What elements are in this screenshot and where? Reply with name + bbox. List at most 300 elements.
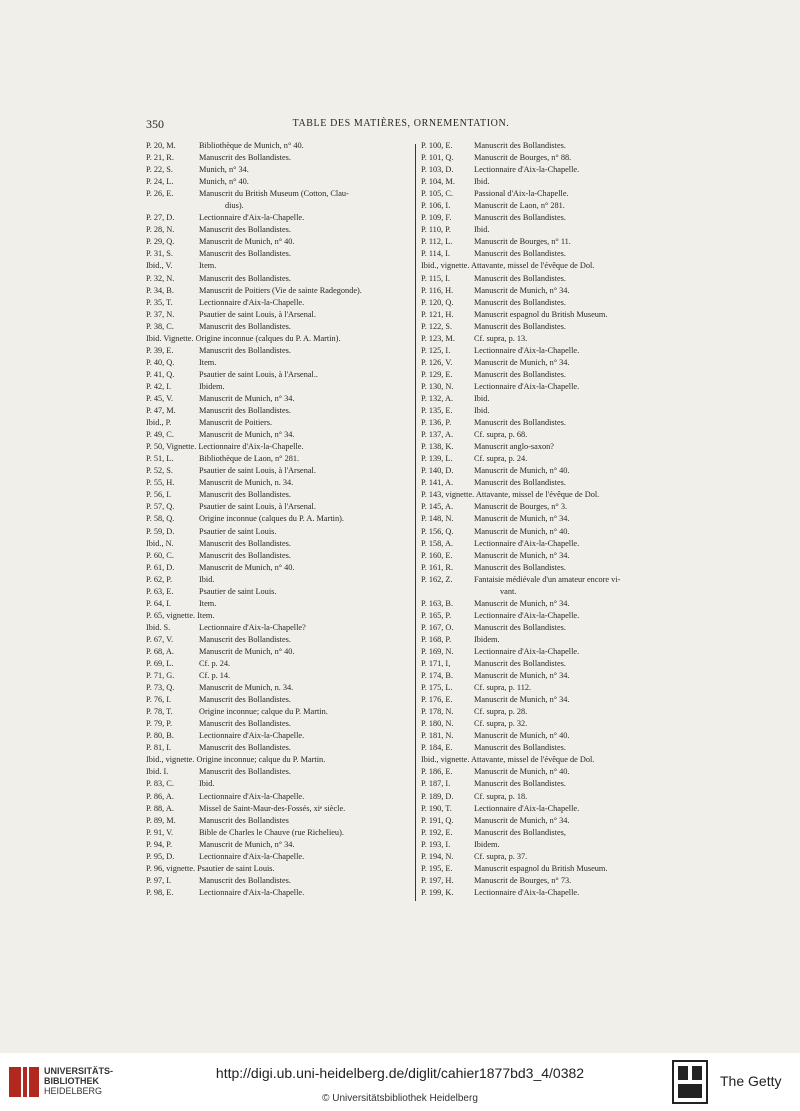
- index-entry: [421, 513, 669, 525]
- index-entry: [146, 453, 411, 465]
- entry-reference: P. 168, P.: [421, 634, 452, 644]
- index-entry: [421, 188, 669, 200]
- entry-reference: P. 97, I.: [146, 875, 172, 885]
- index-entry: [146, 140, 411, 152]
- entry-description: Fantaisie médiévale d'un amateur encore vi-: [474, 574, 621, 584]
- source-url[interactable]: http://digi.ub.uni-heidelberg.de/diglit/cahier1877bd3_4/0382: [215, 1065, 585, 1081]
- index-entry: [421, 730, 669, 742]
- entry-reference: P. 116, H.: [421, 285, 454, 295]
- entry-reference: P. 58, Q.: [146, 514, 175, 524]
- entry-description: Psautier de saint Louis.: [199, 526, 277, 536]
- entry-description: Ibid.: [474, 393, 490, 403]
- entry-reference: P. 191, Q.: [421, 815, 454, 825]
- entry-reference: P. 31, S.: [146, 249, 173, 259]
- entry-description: Cf. p. 24.: [199, 659, 231, 669]
- entry-reference: P. 136, P.: [421, 418, 452, 428]
- entry-description: Munich, n° 34.: [199, 165, 249, 175]
- index-entry: [146, 682, 411, 694]
- index-entry: [421, 803, 669, 815]
- entry-reference: P. 163, B.: [421, 598, 454, 608]
- column-divider: [415, 144, 416, 901]
- index-entry: [146, 791, 411, 803]
- entry-description: Manuscrit de Munich, n. 34.: [199, 478, 294, 488]
- entry-description: Ibidem.: [474, 634, 500, 644]
- entry-reference: P. 69, L.: [146, 659, 174, 669]
- index-entry: [146, 381, 411, 393]
- entry-description: Manuscrit des Bollandistes.: [474, 297, 566, 307]
- entry-reference: P. 192, E.: [421, 827, 453, 837]
- index-entry: [421, 465, 669, 477]
- entry-description: Manuscrit de Munich, n° 34.: [474, 550, 570, 560]
- entry-reference: P. 78, T.: [146, 707, 173, 717]
- index-entry: [146, 803, 411, 815]
- entry-reference: P. 22, S.: [146, 165, 173, 175]
- entry-description: Manuscrit de Bourges, n° 11.: [474, 237, 571, 247]
- entry-reference: [421, 586, 474, 598]
- entry-description: Missel de Saint-Maur-des-Fossés, xiᵉ siècle.: [199, 803, 346, 813]
- entry-description: Manuscrit des Bollandistes: [199, 815, 289, 825]
- entry-reference: P. 112, L.: [421, 237, 453, 247]
- entry-reference: P. 32, N.: [146, 273, 175, 283]
- index-entry: [421, 682, 669, 694]
- entry-description: Psautier de saint Louis, à l'Arsenal.: [199, 309, 316, 319]
- entry-description: Cf. supra, p. 68.: [474, 430, 528, 440]
- entry-description: Manuscrit espagnol du British Museum.: [474, 309, 608, 319]
- entry-description: Manuscrit de Munich, n° 34.: [474, 598, 570, 608]
- index-entry: [421, 405, 669, 417]
- entry-reference: P. 38, C.: [146, 321, 174, 331]
- index-entry: [146, 188, 411, 200]
- entry-description: Lectionnaire d'Aix-la-Chapelle.: [199, 887, 305, 897]
- entry-reference: P. 109, F.: [421, 213, 452, 223]
- entry-reference: P. 129, E.: [421, 369, 453, 379]
- entry-description: Manuscrit des Bollandistes.: [474, 249, 566, 259]
- entry-description: Ibid.: [199, 574, 215, 584]
- entry-description: Manuscrit de Munich, n° 40.: [474, 466, 570, 476]
- entry-reference: P. 34, B.: [146, 285, 174, 295]
- index-entry: [421, 441, 669, 453]
- entry-reference: P. 98, E.: [146, 887, 174, 897]
- entry-reference: Ibid., V.: [146, 261, 173, 271]
- index-entry: [146, 586, 411, 598]
- entry-reference: P. 125, I.: [421, 345, 451, 355]
- entry-description: Manuscrit du British Museum (Cotton, Clau-: [199, 189, 349, 199]
- entry-description: Manuscrit des Bollandistes.: [199, 345, 291, 355]
- index-entry: [146, 248, 411, 260]
- index-entry: [421, 634, 669, 646]
- entry-description: Lectionnaire d'Aix-la-Chapelle.: [474, 646, 580, 656]
- entry-description: Manuscrit des Bollandistes.: [199, 767, 291, 777]
- index-entry: [146, 815, 411, 827]
- index-entry: [421, 766, 669, 778]
- index-entry: [146, 489, 411, 501]
- entry-description: Manuscrit des Bollandistes.: [199, 719, 291, 729]
- entry-reference: P. 52, S.: [146, 466, 173, 476]
- entry-description: Manuscrit des Bollandistes.: [199, 153, 291, 163]
- index-entry: [421, 333, 669, 345]
- entry-reference: P. 47, M.: [146, 406, 176, 416]
- entry-reference: P. 186, E.: [421, 767, 453, 777]
- index-entry: [146, 405, 411, 417]
- entry-reference: P. 139, L.: [421, 454, 453, 464]
- entry-reference: P. 41, Q.: [146, 369, 175, 379]
- entry-reference: P. 160, E.: [421, 550, 453, 560]
- index-entry: [421, 670, 669, 682]
- entry-description: Origine inconnue (calques du P. A. Martin).: [199, 514, 344, 524]
- index-entry: [421, 369, 669, 381]
- index-entry: [421, 778, 669, 790]
- entry-description: Bibliothèque de Laon, n° 281.: [199, 454, 300, 464]
- entry-reference: P. 80, B.: [146, 731, 174, 741]
- entry-reference: P. 126, V.: [421, 357, 453, 367]
- entry-description: Psautier de saint Louis, à l'Arsenal.: [199, 502, 316, 512]
- entry-description: Lectionnaire d'Aix-la-Chapelle?: [199, 622, 306, 632]
- page-title: TABLE DES MATIÈRES, ORNEMENTATION.: [292, 118, 510, 129]
- entry-description: Ibid.: [474, 406, 490, 416]
- index-entry: [421, 152, 669, 164]
- index-column-right: [421, 140, 669, 899]
- index-entry: [421, 598, 669, 610]
- entry-description: Manuscrit des Bollandistes.: [474, 562, 566, 572]
- index-entry: [146, 152, 411, 164]
- index-entry: [421, 357, 669, 369]
- entry-description: Cf. supra, p. 112.: [474, 683, 532, 693]
- index-entry: [421, 164, 669, 176]
- index-entry: [146, 622, 411, 634]
- index-entry: [146, 441, 411, 453]
- entry-reference: P. 158, A.: [421, 538, 454, 548]
- entry-reference: P. 57, Q.: [146, 502, 175, 512]
- entry-description: Manuscrit de Munich, n° 40.: [199, 562, 295, 572]
- entry-reference: P. 115, I.: [421, 273, 450, 283]
- entry-description: Manuscrit des Bollandistes.: [199, 273, 291, 283]
- index-entry: [146, 754, 411, 766]
- entry-description: Manuscrit des Bollandistes.: [199, 743, 291, 753]
- entry-reference: P. 121, H.: [421, 309, 454, 319]
- entry-reference: Ibid. I.: [146, 767, 169, 777]
- entry-description: Ibidem.: [474, 839, 500, 849]
- index-entry: [146, 863, 411, 875]
- index-entry: [146, 513, 411, 525]
- entry-reference: P. 197, H.: [421, 875, 454, 885]
- entry-description: Psautier de saint Louis.: [199, 586, 277, 596]
- index-entry: [146, 562, 411, 574]
- index-entry: [146, 212, 411, 224]
- entry-description: dius).: [225, 201, 244, 211]
- entry-reference: P. 169, N.: [421, 646, 454, 656]
- index-entry: [421, 887, 669, 899]
- index-entry: [146, 646, 411, 658]
- index-entry: [146, 839, 411, 851]
- index-entry: [146, 297, 411, 309]
- index-entry: [146, 526, 411, 538]
- entry-reference: P. 51, L.: [146, 454, 174, 464]
- index-entry: [421, 453, 669, 465]
- entry-description: vant.: [500, 586, 517, 596]
- index-entry: [421, 309, 669, 321]
- entry-reference: Ibid., N.: [146, 538, 174, 548]
- entry-description: Manuscrit des Bollandistes.: [199, 490, 291, 500]
- index-entry: [421, 417, 669, 429]
- entry-reference: P. 29, Q.: [146, 237, 175, 247]
- entry-description: Ibidem.: [199, 381, 225, 391]
- entry-description: P. 96, vignette. Psautier de saint Louis.: [146, 863, 275, 873]
- entry-description: Lectionnaire d'Aix-la-Chapelle.: [474, 887, 580, 897]
- index-entry: [421, 176, 669, 188]
- index-entry: [421, 501, 669, 513]
- entry-description: Manuscrit des Bollandistes.: [474, 213, 566, 223]
- index-entry: [421, 815, 669, 827]
- index-entry: [146, 827, 411, 839]
- entry-description: Manuscrit de Munich, n° 34.: [474, 671, 570, 681]
- entry-reference: P. 130, N.: [421, 381, 454, 391]
- entry-reference: P. 199, K.: [421, 887, 454, 897]
- entry-reference: P. 114, I.: [421, 249, 450, 259]
- index-entry: [421, 863, 669, 875]
- entry-description: Lectionnaire d'Aix-la-Chapelle.: [199, 791, 305, 801]
- entry-description: Manuscrit anglo-saxon?: [474, 442, 554, 452]
- entry-description: Manuscrit de Munich, n° 34.: [474, 357, 570, 367]
- index-entry: [146, 429, 411, 441]
- entry-description: Cf. supra, p. 32.: [474, 719, 528, 729]
- index-entry: [421, 429, 669, 441]
- entry-description: Manuscrit des Bollandistes.: [199, 225, 291, 235]
- index-entry: [421, 622, 669, 634]
- entry-description: Manuscrit des Bollandistes.: [199, 321, 291, 331]
- entry-reference: P. 79, P.: [146, 719, 173, 729]
- entry-description: Ibid.: [199, 779, 215, 789]
- entry-description: Lectionnaire d'Aix-la-Chapelle.: [474, 165, 580, 175]
- entry-reference: P. 61, D.: [146, 562, 175, 572]
- entry-description: Lectionnaire d'Aix-la-Chapelle.: [474, 803, 580, 813]
- index-entry: [421, 381, 669, 393]
- entry-description: Cf. supra, p. 28.: [474, 707, 528, 717]
- index-entry: [146, 285, 411, 297]
- entry-description: Manuscrit de Munich, n° 34.: [474, 514, 570, 524]
- getty-name: The Getty: [720, 1073, 782, 1089]
- entry-reference: P. 181, N.: [421, 731, 454, 741]
- entry-reference: P. 64, I.: [146, 598, 172, 608]
- index-entry: [421, 297, 669, 309]
- entry-reference: P. 103, D.: [421, 165, 454, 175]
- entry-description: Manuscrit des Bollandistes.: [199, 406, 291, 416]
- index-entry: [146, 417, 411, 429]
- entry-reference: P. 81, I.: [146, 743, 172, 753]
- entry-reference: P. 156, Q.: [421, 526, 454, 536]
- index-entry: [146, 333, 411, 345]
- index-entry: [146, 538, 411, 550]
- entry-reference: P. 148, N.: [421, 514, 454, 524]
- entry-reference: P. 140, D.: [421, 466, 454, 476]
- entry-description: P. 143, vignette. Attavante, missel de l'évêque de Dol.: [421, 490, 600, 500]
- entry-description: Lectionnaire d'Aix-la-Chapelle.: [474, 610, 580, 620]
- entry-description: Manuscrit de Munich, n° 34.: [474, 695, 570, 705]
- entry-description: Manuscrit des Bollandistes.: [474, 779, 566, 789]
- index-entry: [146, 200, 411, 212]
- entry-description: Manuscrit des Bollandistes.: [199, 538, 291, 548]
- index-entry: [421, 273, 669, 285]
- index-entry: [421, 345, 669, 357]
- index-entry: [421, 562, 669, 574]
- entry-reference: P. 176, E.: [421, 695, 453, 705]
- entry-reference: P. 59, D.: [146, 526, 175, 536]
- entry-reference: P. 122, S.: [421, 321, 453, 331]
- entry-reference: P. 62, P.: [146, 574, 173, 584]
- entry-reference: P. 145, A.: [421, 502, 454, 512]
- index-entry: [421, 538, 669, 550]
- entry-reference: P. 174, B.: [421, 671, 454, 681]
- entry-description: Manuscrit de Munich, n° 40.: [199, 237, 295, 247]
- entry-description: Manuscrit de Munich, n° 40.: [199, 646, 295, 656]
- index-entry: [421, 260, 669, 272]
- entry-reference: P. 135, E.: [421, 406, 453, 416]
- entry-reference: Ibid., P.: [146, 418, 172, 428]
- entry-description: Psautier de saint Louis, à l'Arsenal.: [199, 466, 316, 476]
- entry-reference: P. 28, N.: [146, 225, 175, 235]
- entry-description: Item.: [199, 598, 217, 608]
- index-entry: [421, 586, 669, 598]
- entry-reference: P. 73, Q.: [146, 683, 175, 693]
- entry-description: Lectionnaire d'Aix-la-Chapelle.: [199, 731, 305, 741]
- index-entry: [146, 550, 411, 562]
- entry-description: Manuscrit des Bollandistes.: [474, 141, 566, 150]
- entry-reference: P. 180, N.: [421, 719, 454, 729]
- entry-reference: P. 26, E.: [146, 189, 174, 199]
- entry-description: Lectionnaire d'Aix-la-Chapelle.: [199, 213, 305, 223]
- entry-reference: P. 68, A.: [146, 646, 174, 656]
- index-entry: [146, 610, 411, 622]
- page-number: 350: [146, 117, 164, 131]
- entry-description: P. 65, vignette. Item.: [146, 610, 215, 620]
- index-entry: [146, 887, 411, 899]
- entry-reference: P. 123, M.: [421, 333, 455, 343]
- running-header: [146, 117, 656, 133]
- index-entry: [146, 357, 411, 369]
- entry-reference: P. 37, N.: [146, 309, 175, 319]
- entry-reference: P. 141, A.: [421, 478, 454, 488]
- entry-reference: P. 71, G.: [146, 671, 175, 681]
- index-entry: [421, 574, 669, 586]
- entry-reference: P. 60, C.: [146, 550, 174, 560]
- index-entry: [146, 634, 411, 646]
- entry-reference: P. 110, P.: [421, 225, 451, 235]
- entry-reference: P. 83, C.: [146, 779, 174, 789]
- entry-reference: P. 190, T.: [421, 803, 452, 813]
- entry-reference: P. 165, P.: [421, 610, 452, 620]
- index-entry: [146, 260, 411, 272]
- index-column-left: [146, 140, 411, 899]
- entry-description: Manuscrit des Bollandistes.: [474, 321, 566, 331]
- entry-reference: P. 89, M.: [146, 815, 176, 825]
- entry-reference: P. 35, T.: [146, 297, 173, 307]
- index-entry: [146, 598, 411, 610]
- entry-reference: P. 76, I.: [146, 695, 172, 705]
- entry-description: Lectionnaire d'Aix-la-Chapelle.: [474, 345, 580, 355]
- entry-description: Manuscrit des Bollandistes.: [199, 875, 291, 885]
- index-entry: [146, 875, 411, 887]
- entry-reference: P. 101, Q.: [421, 153, 454, 163]
- entry-description: Ibid., vignette. Attavante, missel de l'évêque de Dol.: [421, 755, 595, 765]
- entry-reference: P. 91, V.: [146, 827, 174, 837]
- entry-reference: P. 194, N.: [421, 851, 454, 861]
- index-entry: [146, 706, 411, 718]
- index-entry: [421, 200, 669, 212]
- entry-description: Manuscrit de Bourges, n° 3.: [474, 502, 568, 512]
- entry-reference: P. 42, I.: [146, 381, 172, 391]
- index-entry: [421, 827, 669, 839]
- entry-reference: P. 100, E.: [421, 141, 453, 150]
- entry-reference: P. 104, M.: [421, 177, 455, 187]
- entry-description: Bible de Charles le Chauve (rue Richelieu).: [199, 827, 344, 837]
- entry-description: Manuscrit de Munich, n° 34.: [199, 430, 295, 440]
- index-entry: [421, 477, 669, 489]
- index-entry: [421, 791, 669, 803]
- entry-description: Manuscrit de Bourges, n° 88.: [474, 153, 572, 163]
- entry-description: Cf. supra, p. 24.: [474, 454, 528, 464]
- entry-description: Manuscrit des Bollandistes.: [474, 659, 566, 669]
- index-entry: [421, 851, 669, 863]
- entry-reference: P. 184, E.: [421, 743, 453, 753]
- entry-description: Psautier de saint Louis, à l'Arsenal..: [199, 369, 319, 379]
- entry-description: Cf. supra, p. 18.: [474, 791, 528, 801]
- entry-description: Item.: [199, 261, 217, 271]
- index-entry: [421, 550, 669, 562]
- entry-reference: P. 21, R.: [146, 153, 174, 163]
- index-entry: [146, 742, 411, 754]
- entry-description: Manuscrit des Bollandistes.: [474, 273, 566, 283]
- entry-description: Manuscrit des Bollandistes.: [199, 249, 291, 259]
- entry-reference: P. 20, M.: [146, 141, 176, 150]
- index-entry: [146, 766, 411, 778]
- entry-reference: P. 88, A.: [146, 803, 174, 813]
- index-entry: [146, 164, 411, 176]
- entry-reference: P. 40, Q.: [146, 357, 175, 367]
- index-entry: [146, 574, 411, 586]
- entry-description: Origine inconnue; calque du P. Martin.: [199, 707, 328, 717]
- entry-reference: P. 137, A.: [421, 430, 454, 440]
- entry-reference: P. 56, I.: [146, 490, 172, 500]
- index-entry: [421, 224, 669, 236]
- entry-description: Ibid.: [474, 177, 490, 187]
- entry-description: Manuscrit de Munich, n° 34.: [474, 815, 570, 825]
- entry-reference: P. 27, D.: [146, 213, 175, 223]
- entry-description: Ibid.: [474, 225, 490, 235]
- index-entry: [146, 224, 411, 236]
- index-entry: [146, 694, 411, 706]
- entry-reference: P. 94, P.: [146, 839, 173, 849]
- index-entry: [146, 176, 411, 188]
- entry-reference: P. 45, V.: [146, 393, 174, 403]
- entry-reference: P. 162, Z.: [421, 574, 453, 584]
- index-entry: [146, 273, 411, 285]
- entry-description: Bibliothèque de Munich, n° 40.: [199, 141, 304, 150]
- entry-reference: P. 63, E.: [146, 586, 174, 596]
- index-entry: [146, 465, 411, 477]
- entry-description: P. 50, Vignette. Lectionnaire d'Aix-la-Chapelle.: [146, 442, 304, 452]
- index-entry: [146, 501, 411, 513]
- entry-description: Manuscrit des Bollandistes.: [199, 695, 291, 705]
- index-entry: [146, 345, 411, 357]
- entry-description: Manuscrit de Poitiers (Vie de sainte Radegonde).: [199, 285, 362, 295]
- entry-reference: P. 138, K.: [421, 442, 454, 452]
- entry-description: Manuscrit des Bollandistes.: [199, 550, 291, 560]
- entry-reference: P. 178, N.: [421, 707, 454, 717]
- entry-reference: P. 167, O.: [421, 622, 454, 632]
- entry-description: Cf. supra, p. 13.: [474, 333, 528, 343]
- index-entry: [146, 851, 411, 863]
- index-entry: [146, 369, 411, 381]
- entry-description: Manuscrit de Munich, n° 40.: [474, 526, 570, 536]
